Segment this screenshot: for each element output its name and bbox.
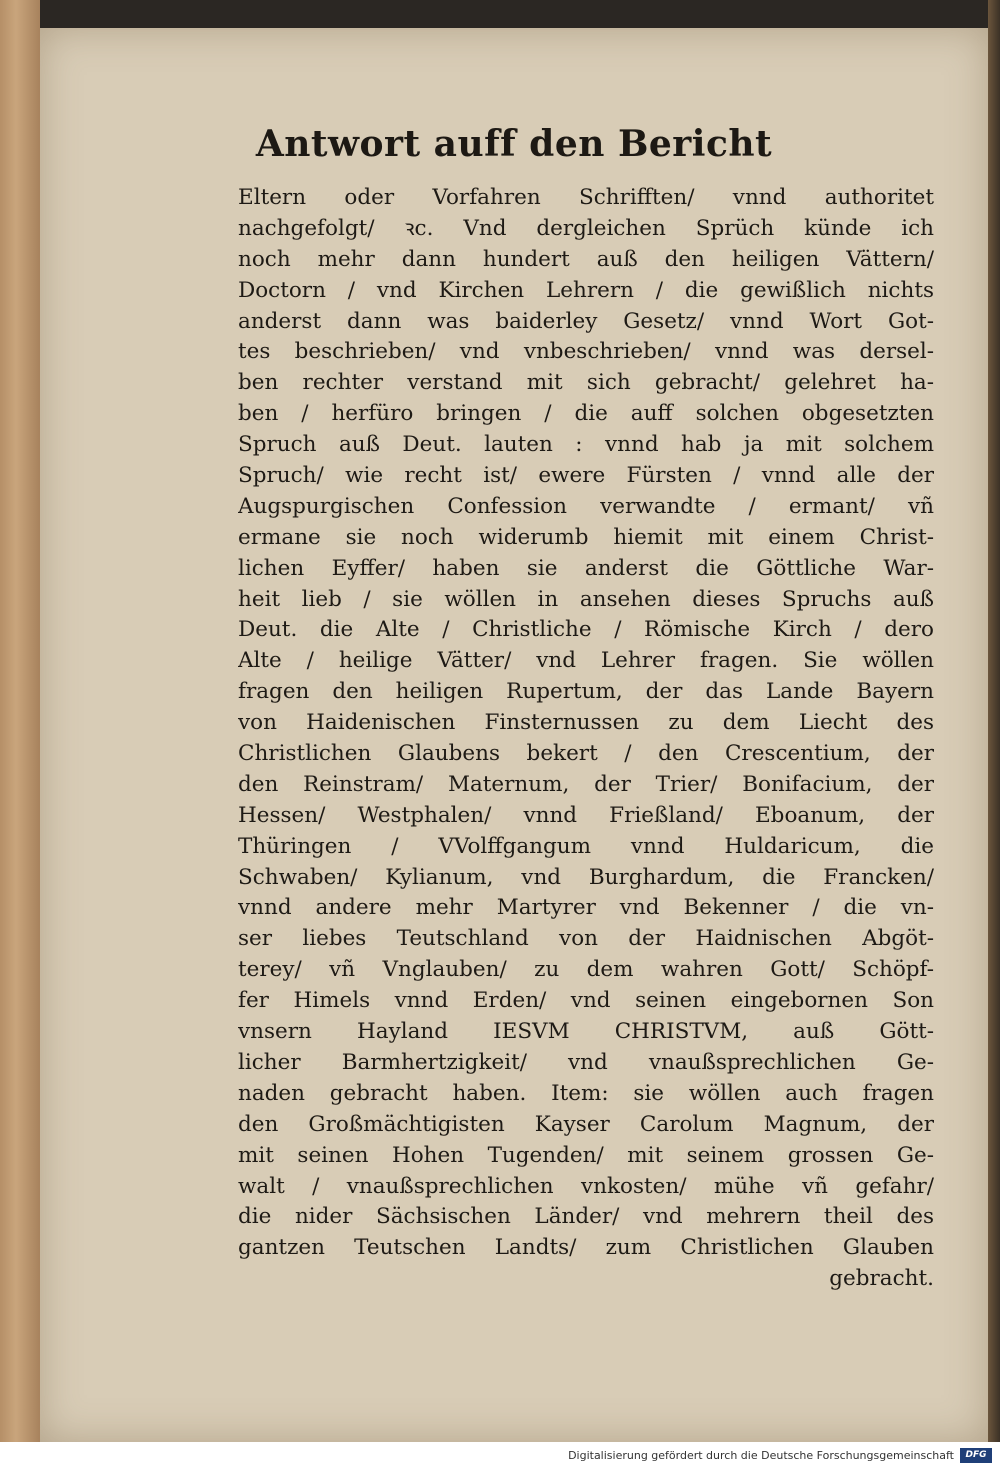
text-line: walt / vnaußsprechlichen vnkosten/ mühe vñ gefahr/ <box>238 1173 934 1199</box>
text-line: Schwaben/ Kylianum, vnd Burghardum, die Francken/ <box>238 864 934 890</box>
text-line: den Reinstram/ Maternum, der Trier/ Bonifacium, der <box>238 771 934 797</box>
book-spine-edge <box>988 0 1000 1442</box>
text-line: noch mehr dann hundert auß den heiligen Vättern/ <box>238 246 934 272</box>
text-line: Christlichen Glaubens bekert / den Crescentium, der <box>238 741 934 767</box>
text-line: die nider Sächsischen Länder/ vnd mehrern theil des <box>238 1204 934 1230</box>
text-line: anderst dann was baiderley Gesetz/ vnnd Wort Got- <box>238 308 934 334</box>
text-line: Spruch/ wie recht ist/ ewere Fürsten / vnnd alle der <box>238 463 934 489</box>
text-line: gebracht. <box>829 1266 934 1292</box>
text-line: gantzen Teutschen Landts/ zum Christlichen Glauben <box>238 1235 934 1261</box>
text-line: Deut. die Alte / Christliche / Römische Kirch / dero <box>238 617 934 643</box>
text-line: terey/ vñ Vnglauben/ zu dem wahren Gott/ Schöpf- <box>238 957 934 983</box>
text-line: naden gebracht haben. Item: sie wöllen auch fragen <box>238 1080 934 1106</box>
text-line: vnnd andere mehr Martyrer vnd Bekenner / die vn- <box>238 895 934 921</box>
text-line: Alte / heilige Vätter/ vnd Lehrer fragen. Sie wöllen <box>238 648 934 674</box>
text-line: Augspurgischen Confession verwandte / ermant/ vñ <box>238 493 934 519</box>
text-line: ser liebes Teutschland von der Haidnischen Abgöt- <box>238 926 934 952</box>
text-line: ermane sie noch widerumb hiemit mit einem Christ- <box>238 524 934 550</box>
text-line: heit lieb / sie wöllen in ansehen dieses Spruchs auß <box>238 586 934 612</box>
text-line: ben / herfüro bringen / die auff solchen obgesetzten <box>238 401 934 427</box>
text-line: den Großmächtigisten Kayser Carolum Magnum, der <box>238 1111 934 1137</box>
running-header: Antwort auff den Bericht <box>255 123 773 165</box>
text-line: Doctorn / vnd Kirchen Lehrern / die gewißlich nichts <box>238 277 934 303</box>
footer-bar <box>0 1442 1000 1469</box>
text-line: ben rechter verstand mit sich gebracht/ gelehret ha- <box>238 370 934 396</box>
text-line: Thüringen / VVolffgangum vnnd Huldaricum, die <box>238 833 934 859</box>
text-line: lichen Eyffer/ haben sie anderst die Göttliche War- <box>238 555 934 581</box>
text-line: Spruch auß Deut. lauten : vnnd hab ja mit solchem <box>238 432 934 458</box>
text-line: nachgefolgt/ ꝛc. Vnd dergleichen Sprüch künde ich <box>238 215 934 241</box>
text-line: Eltern oder Vorfahren Schrifften/ vnnd authoritet <box>238 185 934 210</box>
text-line: Hessen/ Westphalen/ vnnd Frießland/ Eboanum, der <box>238 802 934 828</box>
text-line: mit seinen Hohen Tugenden/ mit seinem grossen Ge- <box>238 1142 934 1168</box>
text-line: von Haidenischen Finsternussen zu dem Liecht des <box>238 710 934 736</box>
text-line: vnsern Hayland IESVM CHRISTVM, auß Gött- <box>238 1019 934 1045</box>
funding-credit: Digitalisierung gefördert durch die Deutsche Forschungsgemeinschaft <box>568 1449 954 1462</box>
text-line: fer Himels vnnd Erden/ vnd seinen eingebornen Son <box>238 988 934 1014</box>
book-cover-edge <box>0 0 40 1442</box>
text-line: licher Barmhertzigkeit/ vnd vnaußsprechlichen Ge- <box>238 1049 934 1075</box>
dfg-logo-icon: DFG <box>960 1448 992 1463</box>
text-line: tes beschrieben/ vnd vnbeschrieben/ vnnd was dersel- <box>238 339 934 365</box>
text-line: fragen den heiligen Rupertum, der das Lande Bayern <box>238 679 934 705</box>
body-text <box>238 183 934 1295</box>
